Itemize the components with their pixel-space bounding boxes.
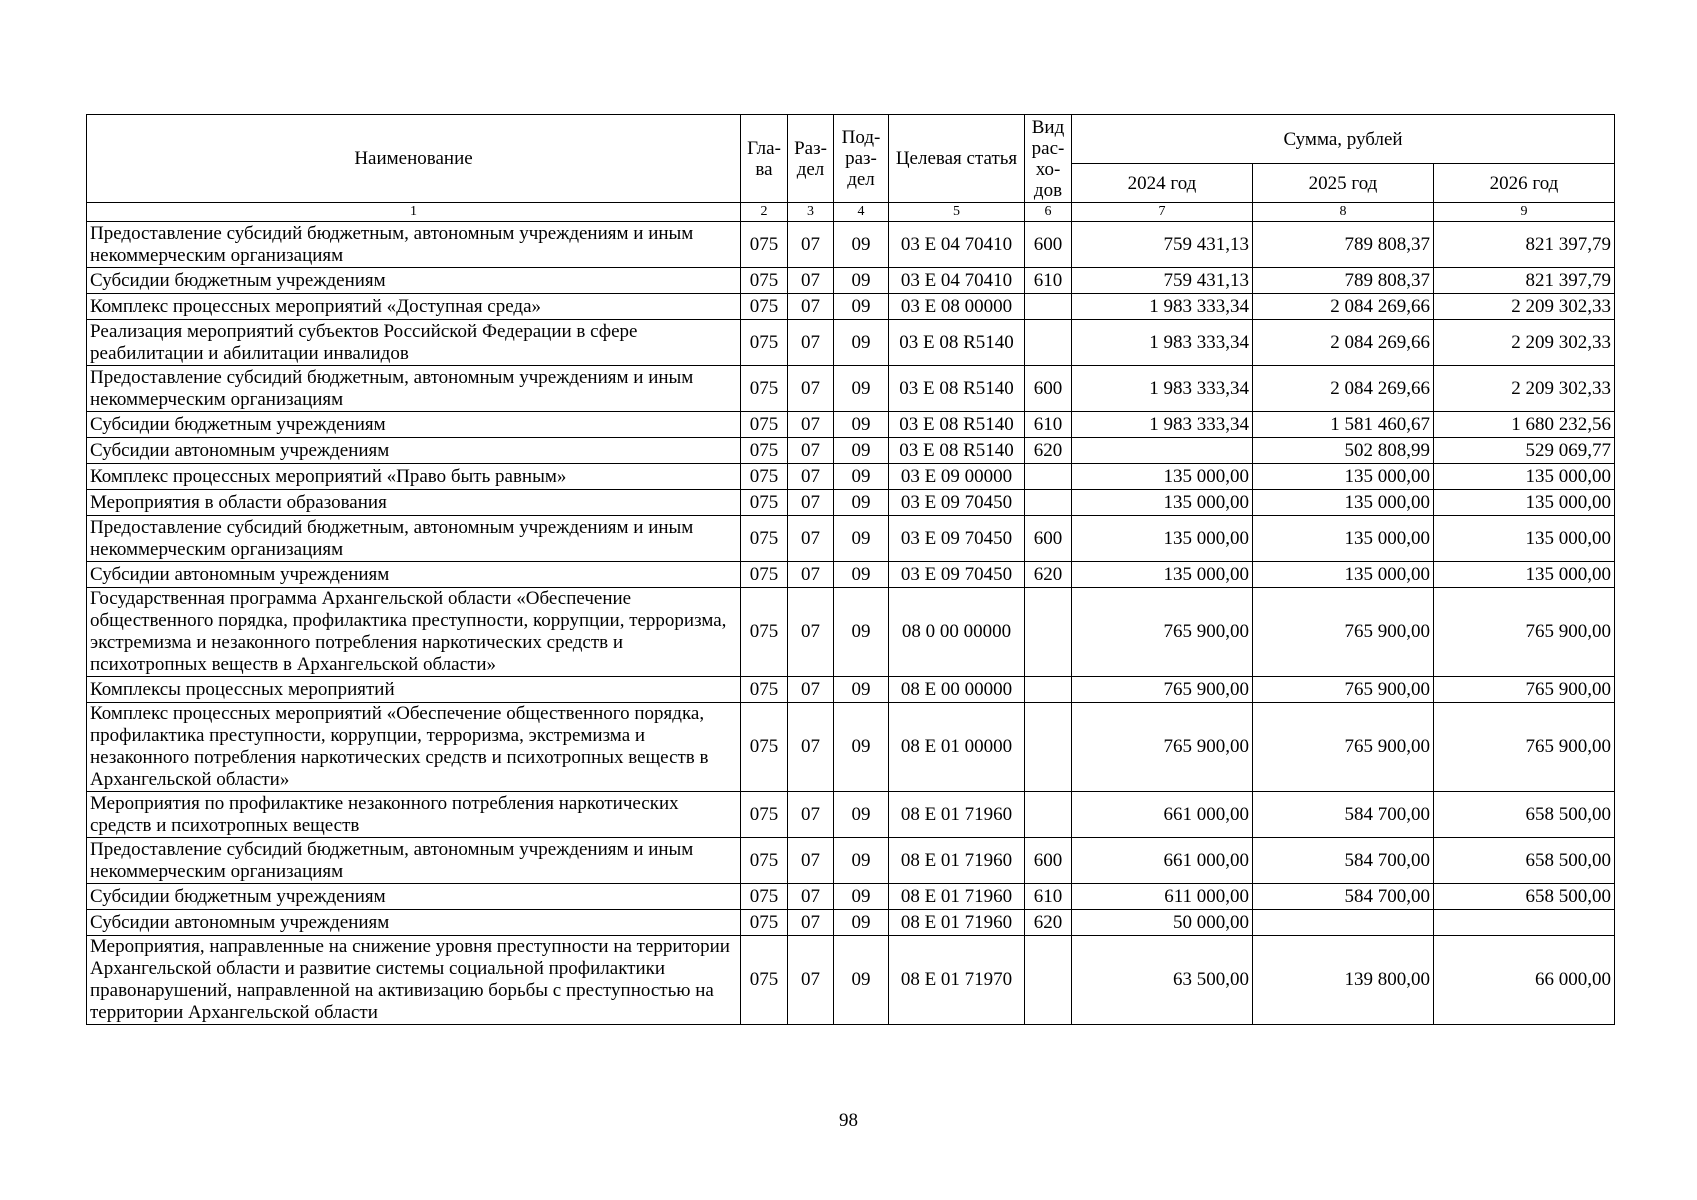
row-sum-2024: 765 900,00 [1072,588,1253,677]
table-row [87,703,1615,792]
row-subsection: 09 [834,588,889,677]
header-sum: Сумма, рублей [1072,115,1615,164]
row-chapter: 075 [741,792,788,838]
row-sum-2025: 584 700,00 [1253,838,1434,884]
table-row [87,588,1615,677]
row-expense-type [1025,677,1072,703]
row-sum-2024: 50 000,00 [1072,910,1253,936]
row-expense-type [1025,294,1072,320]
row-target: 08 Е 01 71960 [889,910,1025,936]
row-sum-2025: 765 900,00 [1253,677,1434,703]
row-chapter: 075 [741,294,788,320]
table-row [87,320,1615,366]
row-sum-2024 [1072,438,1253,464]
row-subsection: 09 [834,677,889,703]
row-sum-2026: 135 000,00 [1434,516,1615,562]
table-row [87,516,1615,562]
row-sum-2025: 2 084 269,66 [1253,320,1434,366]
header-expense-type: Вид рас-хо-дов [1025,115,1072,203]
row-sum-2025: 135 000,00 [1253,516,1434,562]
table-row [87,838,1615,884]
row-sum-2025: 1 581 460,67 [1253,412,1434,438]
row-section: 07 [788,884,834,910]
header-year-2026: 2026 год [1434,164,1615,203]
row-subsection: 09 [834,490,889,516]
row-target: 03 Е 04 70410 [889,268,1025,294]
row-sum-2025: 584 700,00 [1253,884,1434,910]
row-subsection: 09 [834,703,889,792]
row-sum-2025: 502 808,99 [1253,438,1434,464]
row-name: Субсидии автономным учреждениям [87,562,741,588]
row-subsection: 09 [834,366,889,412]
row-sum-2024: 765 900,00 [1072,703,1253,792]
row-target: 08 Е 01 71960 [889,884,1025,910]
row-name: Предоставление субсидий бюджетным, автономным учреждениям и иным некоммерческим организациям [87,366,741,412]
row-sum-2024: 1 983 333,34 [1072,366,1253,412]
header-year-2024: 2024 год [1072,164,1253,203]
row-chapter: 075 [741,222,788,268]
row-chapter: 075 [741,703,788,792]
row-name: Реализация мероприятий субъектов Российской Федерации в сфере реабилитации и абилитации инвалидов [87,320,741,366]
page-number: 98 [839,1110,858,1131]
row-subsection: 09 [834,320,889,366]
table-row [87,412,1615,438]
row-target: 03 Е 08 R5140 [889,320,1025,366]
row-target: 03 Е 08 R5140 [889,412,1025,438]
row-chapter: 075 [741,562,788,588]
row-sum-2024: 765 900,00 [1072,677,1253,703]
header-chapter: Гла-ва [741,115,788,203]
row-chapter: 075 [741,936,788,1025]
row-section: 07 [788,366,834,412]
row-sum-2024: 135 000,00 [1072,516,1253,562]
row-name: Субсидии автономным учреждениям [87,910,741,936]
row-name: Комплексы процессных мероприятий [87,677,741,703]
row-sum-2024: 1 983 333,34 [1072,412,1253,438]
row-subsection: 09 [834,516,889,562]
row-sum-2024: 1 983 333,34 [1072,294,1253,320]
row-sum-2024: 135 000,00 [1072,562,1253,588]
column-number: 5 [889,203,1025,222]
row-sum-2025: 135 000,00 [1253,490,1434,516]
row-subsection: 09 [834,464,889,490]
row-sum-2025 [1253,910,1434,936]
row-target: 03 Е 08 R5140 [889,438,1025,464]
row-target: 08 Е 00 00000 [889,677,1025,703]
row-name: Предоставление субсидий бюджетным, автономным учреждениям и иным некоммерческим организациям [87,222,741,268]
column-number: 9 [1434,203,1615,222]
row-expense-type: 620 [1025,438,1072,464]
row-expense-type: 600 [1025,366,1072,412]
row-name: Комплекс процессных мероприятий «Право быть равным» [87,464,741,490]
row-name: Комплекс процессных мероприятий «Обеспечение общественного порядка, профилактика преступности, коррупции, терроризма, экстремизма и незаконного потребления наркотических средств и психотропных веществ в Архангельской области» [87,703,741,792]
row-chapter: 075 [741,838,788,884]
row-sum-2026: 529 069,77 [1434,438,1615,464]
row-subsection: 09 [834,222,889,268]
table-row [87,562,1615,588]
row-sum-2026: 1 680 232,56 [1434,412,1615,438]
column-number: 4 [834,203,889,222]
table-row [87,294,1615,320]
row-sum-2026: 135 000,00 [1434,464,1615,490]
row-sum-2026: 658 500,00 [1434,838,1615,884]
row-sum-2026: 658 500,00 [1434,884,1615,910]
row-chapter: 075 [741,438,788,464]
budget-table [86,114,1615,1025]
row-sum-2026: 135 000,00 [1434,562,1615,588]
row-sum-2025: 2 084 269,66 [1253,366,1434,412]
row-target: 08 Е 01 00000 [889,703,1025,792]
row-section: 07 [788,464,834,490]
column-number: 8 [1253,203,1434,222]
row-target: 08 Е 01 71960 [889,792,1025,838]
column-number: 2 [741,203,788,222]
header-subsection: Под-раз-дел [834,115,889,203]
row-expense-type [1025,320,1072,366]
row-sum-2025: 135 000,00 [1253,562,1434,588]
row-expense-type: 600 [1025,838,1072,884]
row-section: 07 [788,294,834,320]
table-row [87,438,1615,464]
row-chapter: 075 [741,677,788,703]
row-section: 07 [788,438,834,464]
row-sum-2025: 584 700,00 [1253,792,1434,838]
row-sum-2026: 821 397,79 [1434,222,1615,268]
column-number: 7 [1072,203,1253,222]
row-sum-2026: 765 900,00 [1434,677,1615,703]
row-sum-2025: 135 000,00 [1253,464,1434,490]
table-row [87,366,1615,412]
row-subsection: 09 [834,792,889,838]
row-expense-type [1025,464,1072,490]
row-chapter: 075 [741,884,788,910]
row-name: Государственная программа Архангельской области «Обеспечение общественного порядка, профилактика преступности, коррупции, терроризма, экстремизма и незаконного потребления наркотических средств и психотропных веществ в Архангельской области» [87,588,741,677]
row-sum-2025: 789 808,37 [1253,268,1434,294]
row-section: 07 [788,936,834,1025]
row-target: 03 Е 09 00000 [889,464,1025,490]
row-sum-2026: 2 209 302,33 [1434,320,1615,366]
row-subsection: 09 [834,268,889,294]
row-sum-2025: 2 084 269,66 [1253,294,1434,320]
row-target: 08 0 00 00000 [889,588,1025,677]
row-sum-2024: 661 000,00 [1072,838,1253,884]
row-section: 07 [788,516,834,562]
row-chapter: 075 [741,464,788,490]
row-expense-type: 600 [1025,222,1072,268]
row-section: 07 [788,838,834,884]
row-sum-2026 [1434,910,1615,936]
row-sum-2024: 1 983 333,34 [1072,320,1253,366]
row-target: 03 Е 09 70450 [889,562,1025,588]
table-body [87,222,1615,1025]
row-name: Комплекс процессных мероприятий «Доступная среда» [87,294,741,320]
row-sum-2024: 759 431,13 [1072,222,1253,268]
row-subsection: 09 [834,838,889,884]
row-subsection: 09 [834,562,889,588]
row-sum-2026: 2 209 302,33 [1434,294,1615,320]
row-expense-type [1025,588,1072,677]
row-subsection: 09 [834,936,889,1025]
row-sum-2024: 135 000,00 [1072,490,1253,516]
row-chapter: 075 [741,412,788,438]
row-expense-type [1025,936,1072,1025]
table-row [87,490,1615,516]
row-sum-2026: 658 500,00 [1434,792,1615,838]
row-subsection: 09 [834,910,889,936]
row-name: Субсидии автономным учреждениям [87,438,741,464]
column-number: 6 [1025,203,1072,222]
row-sum-2024: 63 500,00 [1072,936,1253,1025]
row-target: 08 Е 01 71970 [889,936,1025,1025]
row-sum-2025: 765 900,00 [1253,588,1434,677]
row-target: 03 Е 04 70410 [889,222,1025,268]
row-name: Субсидии бюджетным учреждениям [87,884,741,910]
row-section: 07 [788,588,834,677]
row-section: 07 [788,703,834,792]
row-name: Субсидии бюджетным учреждениям [87,412,741,438]
row-chapter: 075 [741,320,788,366]
row-section: 07 [788,677,834,703]
table-row [87,222,1615,268]
row-chapter: 075 [741,588,788,677]
row-chapter: 075 [741,516,788,562]
row-target: 03 Е 08 00000 [889,294,1025,320]
row-section: 07 [788,222,834,268]
row-sum-2026: 765 900,00 [1434,588,1615,677]
row-sum-2025: 789 808,37 [1253,222,1434,268]
table-row [87,884,1615,910]
header-section: Раз-дел [788,115,834,203]
row-sum-2024: 135 000,00 [1072,464,1253,490]
row-name: Субсидии бюджетным учреждениям [87,268,741,294]
header-name: Наименование [87,115,741,203]
column-number: 3 [788,203,834,222]
row-sum-2025: 765 900,00 [1253,703,1434,792]
table-row [87,677,1615,703]
row-expense-type [1025,792,1072,838]
row-name: Предоставление субсидий бюджетным, автономным учреждениям и иным некоммерческим организациям [87,838,741,884]
row-chapter: 075 [741,490,788,516]
table-row [87,464,1615,490]
row-sum-2024: 611 000,00 [1072,884,1253,910]
row-expense-type: 610 [1025,412,1072,438]
row-section: 07 [788,562,834,588]
table-row [87,910,1615,936]
row-expense-type: 610 [1025,268,1072,294]
row-sum-2026: 821 397,79 [1434,268,1615,294]
row-section: 07 [788,320,834,366]
row-expense-type: 620 [1025,910,1072,936]
row-sum-2024: 661 000,00 [1072,792,1253,838]
header-target: Целевая статья [889,115,1025,203]
column-numbers-row [87,203,1615,222]
row-target: 08 Е 01 71960 [889,838,1025,884]
row-expense-type: 620 [1025,562,1072,588]
row-sum-2024: 759 431,13 [1072,268,1253,294]
row-chapter: 075 [741,366,788,412]
row-sum-2026: 135 000,00 [1434,490,1615,516]
row-expense-type [1025,703,1072,792]
row-section: 07 [788,910,834,936]
row-target: 03 Е 08 R5140 [889,366,1025,412]
row-section: 07 [788,490,834,516]
row-sum-2026: 2 209 302,33 [1434,366,1615,412]
row-subsection: 09 [834,438,889,464]
row-name: Мероприятия, направленные на снижение уровня преступности на территории Архангельской области и развитие системы социальной профилактики правонарушений, направленной на активизацию борьбы с преступностью на территории Архангельской области [87,936,741,1025]
row-name: Мероприятия по профилактике незаконного потребления наркотических средств и психотропных веществ [87,792,741,838]
row-section: 07 [788,268,834,294]
row-sum-2026: 66 000,00 [1434,936,1615,1025]
row-expense-type [1025,490,1072,516]
row-target: 03 Е 09 70450 [889,490,1025,516]
row-name: Мероприятия в области образования [87,490,741,516]
row-target: 03 Е 09 70450 [889,516,1025,562]
row-name: Предоставление субсидий бюджетным, автономным учреждениям и иным некоммерческим организациям [87,516,741,562]
header-year-2025: 2025 год [1253,164,1434,203]
row-subsection: 09 [834,294,889,320]
table-row [87,936,1615,1025]
row-chapter: 075 [741,910,788,936]
table-row [87,792,1615,838]
row-subsection: 09 [834,412,889,438]
row-section: 07 [788,412,834,438]
row-sum-2025: 139 800,00 [1253,936,1434,1025]
column-number: 1 [87,203,741,222]
table-row [87,268,1615,294]
row-expense-type: 600 [1025,516,1072,562]
row-chapter: 075 [741,268,788,294]
row-subsection: 09 [834,884,889,910]
row-expense-type: 610 [1025,884,1072,910]
row-section: 07 [788,792,834,838]
row-sum-2026: 765 900,00 [1434,703,1615,792]
